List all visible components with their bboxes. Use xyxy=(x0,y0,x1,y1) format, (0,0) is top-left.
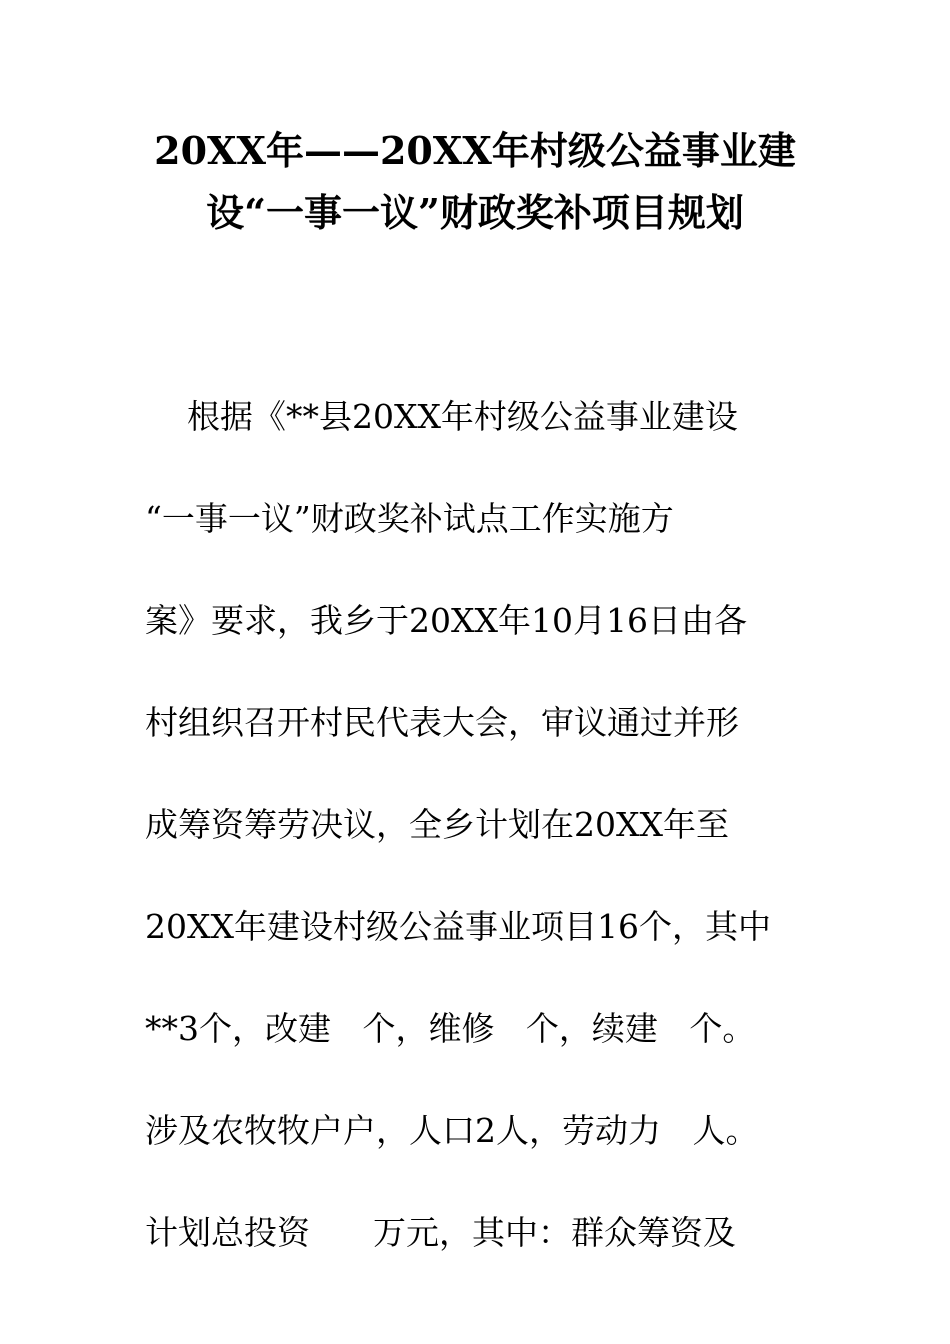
body-line-8: 涉及农牧牧户户，人口2人，劳动力 人。 xyxy=(145,1111,759,1150)
body-line-7: **3个，改建 个，维修 个，续建 个。 xyxy=(145,1009,756,1048)
document-body xyxy=(145,366,825,1284)
body-line-4: 村组织召开村民代表大会，审议通过并形 xyxy=(145,703,739,742)
document-title xyxy=(120,120,830,244)
body-line-2: “一事一议”财政奖补试点工作实施方 xyxy=(145,499,674,538)
title-line-1: 20XX年——20XX年村级公益事业建 xyxy=(154,128,796,173)
body-line-3: 案》要求，我乡于20XX年10月16日由各 xyxy=(145,601,747,640)
title-line-2: 设“一事一议”财政奖补项目规划 xyxy=(206,190,744,235)
body-line-9: 计划总投资 万元，其中：群众筹资及 xyxy=(145,1213,736,1252)
body-line-6: 20XX年建设村级公益事业项目16个，其中 xyxy=(145,907,771,946)
body-line-1: 根据《**县20XX年村级公益事业建设 xyxy=(145,397,738,436)
body-line-5: 成筹资筹劳决议，全乡计划在20XX年至 xyxy=(145,805,729,844)
